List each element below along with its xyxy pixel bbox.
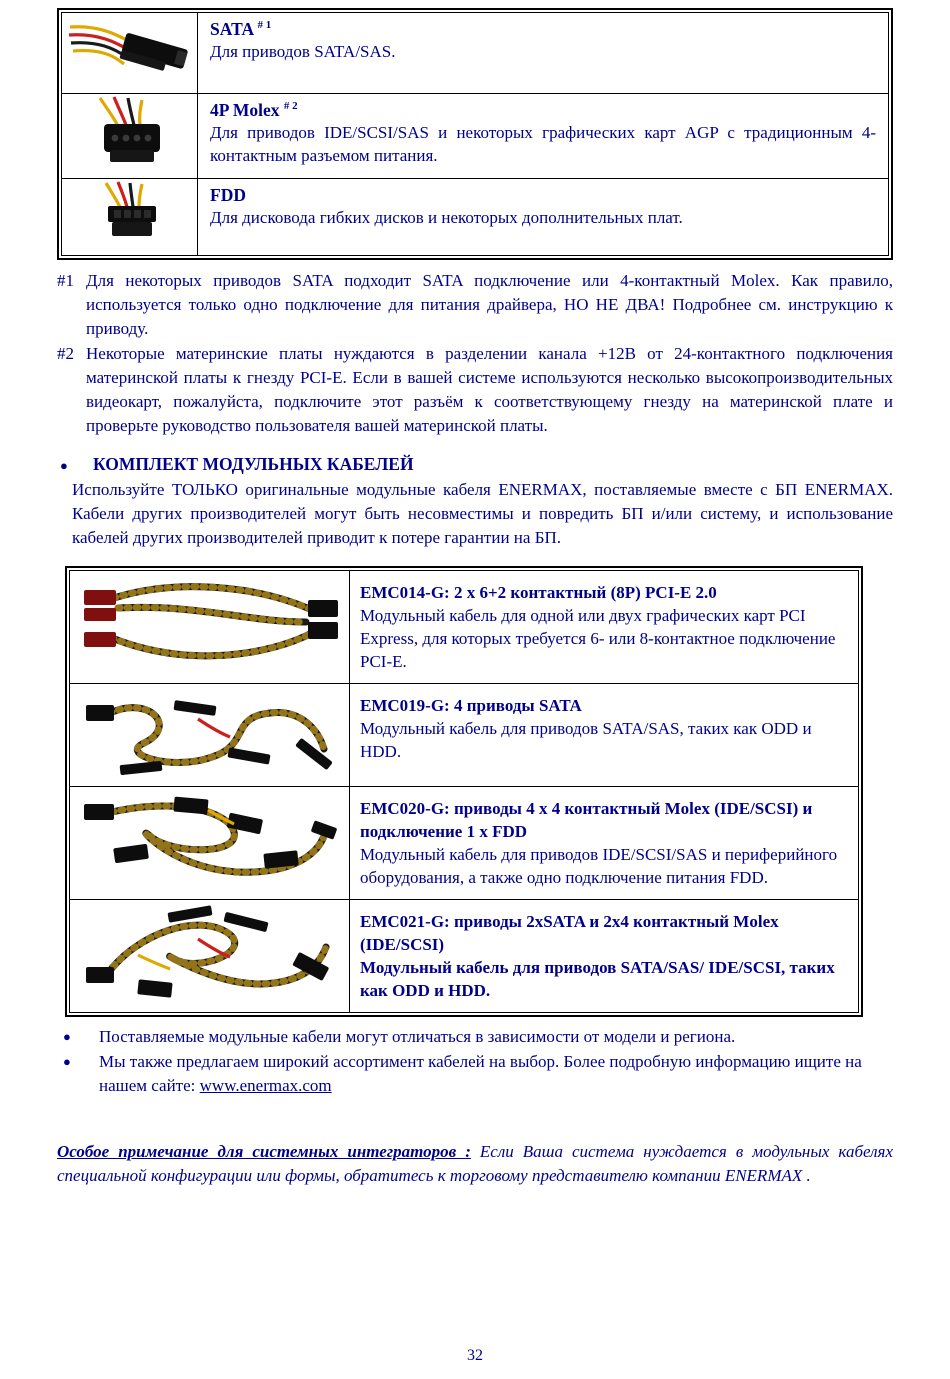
section-heading-text: КОМПЛЕКТ МОДУЛЬНЫХ КАБЕЛЕЙ xyxy=(93,454,414,474)
integrator-note xyxy=(57,1140,893,1188)
molex-cable-icon xyxy=(66,96,194,176)
pcie-cable-icon xyxy=(78,574,342,672)
emc019-cable-image xyxy=(70,684,350,787)
cable-title: EMC021-G: приводы 2xSATA и 2x4 контактный Molex (IDE/SCSI) xyxy=(360,912,779,954)
connector-table xyxy=(57,8,893,260)
table-row xyxy=(70,571,859,684)
connector-row-text xyxy=(198,179,889,256)
bullet-icon: ● xyxy=(63,1029,71,1044)
footnote-text: Некоторые материнские платы нуждаются в разделении канала +12В от 24-контактного подключения материнской платы к гнезду PCI-E. Если в вашей системе используются несколько высокопроизводительных видеокарт, пожалуйста, подключите этот разъём к соответствующему гнезду на материнской плате и проверьте руководство пользователя вашей материнской платы. xyxy=(86,344,893,435)
connector-desc: Для приводов IDE/SCSI/SAS и некоторых графических карт AGP с традиционным 4-контактным разъемом питания. xyxy=(210,123,876,165)
cable-title: EMC019-G: 4 приводы SATA xyxy=(360,696,582,715)
bullet-text: Поставляемые модульные кабели могут отличаться в зависимости от модели и региона. xyxy=(99,1027,736,1046)
modular-cables-section xyxy=(57,454,893,550)
footnote-2 xyxy=(57,342,893,438)
emc021-cable-image xyxy=(70,900,350,1013)
table-row xyxy=(62,13,889,94)
table-row xyxy=(70,787,859,900)
bullet-text-leading: Мы также предлагаем широкий ассортимент кабелей на выбор. Более подробную информацию ищите на нашем сайте: xyxy=(99,1052,862,1095)
sata-connector-image xyxy=(62,13,198,94)
integrator-note-title: Особое примечание для системных интеграторов : xyxy=(57,1142,471,1161)
cable-desc: Модульный кабель для одной или двух графических карт PCI Express, для которых требуется 6- или 8-контактное подключение PCI-E. xyxy=(360,606,836,671)
page-number: 32 xyxy=(467,1347,483,1364)
table-row xyxy=(70,684,859,787)
cable-row-text xyxy=(350,684,859,787)
emc020-cable-image xyxy=(70,787,350,900)
enermax-website-link[interactable]: www.enermax.com xyxy=(199,1076,332,1095)
cable-row-text xyxy=(350,900,859,1013)
bullet-icon: ● xyxy=(63,1054,71,1069)
cable-title: EMC014-G: 2 x 6+2 контактный (8P) PCI-E 2.0 xyxy=(360,583,717,602)
list-item xyxy=(57,1025,893,1049)
footnote-1 xyxy=(57,269,893,341)
connector-title: FDD xyxy=(210,185,246,205)
section-heading xyxy=(57,454,893,475)
emc014-cable-image xyxy=(70,571,350,684)
fdd-cable-icon xyxy=(66,181,194,253)
connector-row-text xyxy=(198,94,889,179)
bullet-text xyxy=(99,1050,893,1098)
table-row xyxy=(70,900,859,1013)
footnotes xyxy=(57,269,893,438)
cable-desc: Модульный кабель для приводов SATA/SAS, таких как ODD и HDD. xyxy=(360,719,812,761)
footnote-marker: #2 xyxy=(57,344,74,363)
bottom-bullets xyxy=(57,1025,893,1098)
fdd-connector-image xyxy=(62,179,198,256)
cable-table xyxy=(65,566,863,1017)
table-row xyxy=(62,179,889,256)
footnote-text: Для некоторых приводов SATA подходит SATA подключение или 4-контактный Molex. Как правило, используется только одно подключение для питания драйвера, НО НЕ ДВА! Подробнее см. инструкцию к приводу. xyxy=(86,271,893,338)
connector-title: 4P Molex $^{\# 2}$ xyxy=(210,100,298,120)
connector-title: SATA $^{\# 1}$ xyxy=(210,19,272,39)
connector-desc: Для приводов SATA/SAS. xyxy=(210,42,396,61)
connector-desc: Для дисковода гибких дисков и некоторых дополнительных плат. xyxy=(210,208,683,227)
sata-cable-icon xyxy=(66,15,194,91)
molex-modular-cable-icon xyxy=(78,790,342,894)
connector-row-text xyxy=(198,13,889,94)
integrator-note-body: Если Ваша система нуждается в модульных кабелях специальной конфигурации или формы, обратитесь к торговому представителю компании ENERMAX . xyxy=(57,1142,893,1185)
sata-modular-cable-icon xyxy=(78,687,342,783)
molex-connector-image xyxy=(62,94,198,179)
cable-row-text xyxy=(350,571,859,684)
bullet-icon: ● xyxy=(60,458,68,473)
table-row xyxy=(62,94,889,179)
section-body: Используйте ТОЛЬКО оригинальные модульные кабеля ENERMAX, поставляемые вместе с БП ENERMAX. Кабели других производителей могут быть несовместимы и повредить БП и/или систему, и использование кабелей других производителей приводит к потере гарантии на БП. xyxy=(72,480,893,547)
sata-molex-modular-cable-icon xyxy=(78,903,342,1007)
footnote-marker: #1 xyxy=(57,271,74,290)
cable-desc: Модульный кабель для приводов IDE/SCSI/SAS и периферийного оборудования, а также одно подключение питания FDD. xyxy=(360,845,838,887)
cable-desc: Модульный кабель для приводов SATA/SAS/ IDE/SCSI, таких как ODD и HDD. xyxy=(360,958,835,1000)
cable-row-text xyxy=(350,787,859,900)
cable-title: EMC020-G: приводы 4 x 4 контактный Molex (IDE/SCSI) и подключение 1 x FDD xyxy=(360,799,813,841)
list-item xyxy=(57,1050,893,1098)
